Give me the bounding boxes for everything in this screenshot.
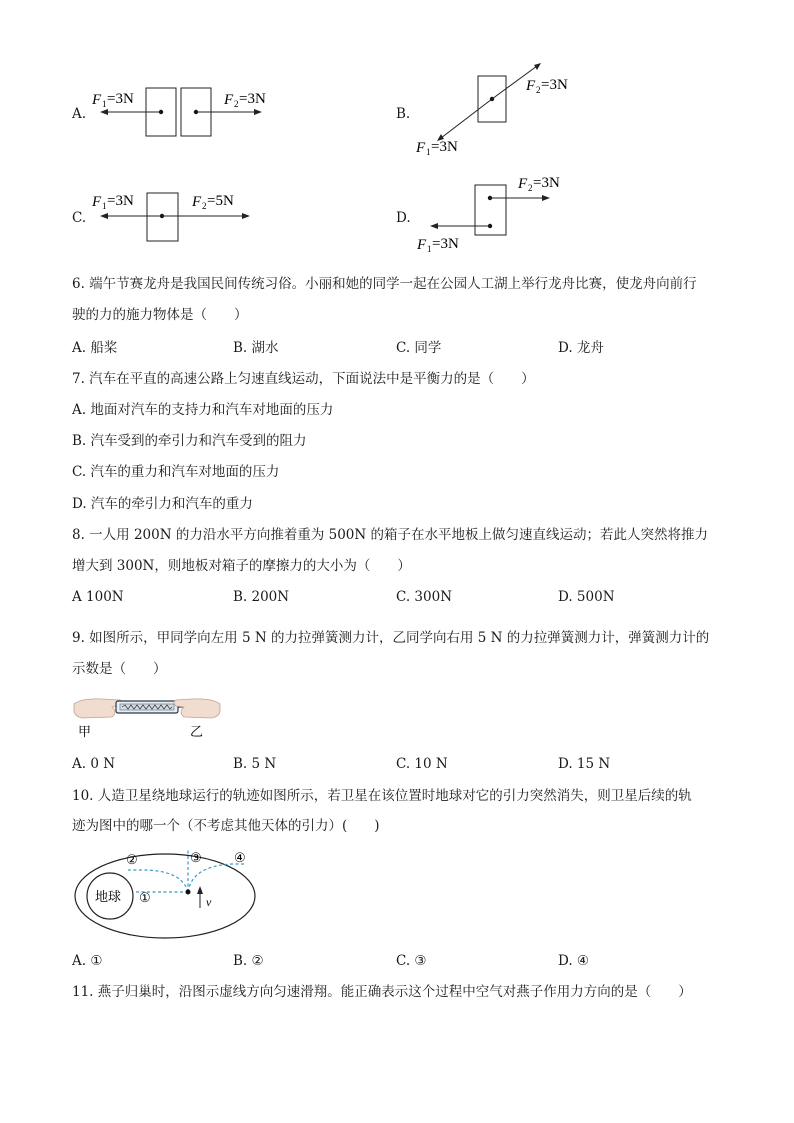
q8-option-d: D. 500N <box>558 589 615 605</box>
velocity-label: v <box>206 895 212 909</box>
spring-scale-figure <box>72 690 222 742</box>
q6-stem-line2: 驶的力的施力物体是（ ） <box>72 307 248 323</box>
q9-stem-line1: 9. 如图所示，甲同学向左用 5 N 的力拉弹簧测力计，乙同学向右用 5 N 的力拉弹簧测力计，弹簧测力计的 <box>72 630 710 646</box>
q8-stem-line1: 8. 一人用 200N 的力沿水平方向推着重为 500N 的箱子在水平地板上做匀速直线运动；若此人突然将推力 <box>72 527 708 543</box>
q5c-f1-sub: 1 <box>102 201 107 211</box>
q11-stem: 11. 燕子归巢时，沿图示虚线方向匀速滑翔。能正确表示这个过程中空气对燕子作用力方向的是（ ） <box>72 984 692 1000</box>
q10-stem-line2: 迹为图中的哪一个（不考虑其他天体的引力）( ) <box>72 818 380 834</box>
q5-option-b-label: B. <box>396 106 411 122</box>
q10-option-d: D. ④ <box>558 953 590 969</box>
q5d-f2-sub: 2 <box>528 183 533 193</box>
q5-option-c-label: C. <box>72 210 87 226</box>
path-4-label: ④ <box>234 850 246 865</box>
q10-stem-line1: 10. 人造卫星绕地球运行的轨迹如图所示，若卫星在该位置时地球对它的引力突然消失，则卫星后续的轨 <box>72 788 692 804</box>
q6-option-d: D. 龙舟 <box>558 340 604 356</box>
q5a-f1-value: =3N <box>107 91 134 107</box>
q9-option-c: C. 10 N <box>396 756 448 772</box>
q5a-f1-sub: 1 <box>102 99 107 109</box>
q6-stem-line1: 6. 端午节赛龙舟是我国民间传统习俗。小丽和她的同学一起在公园人工湖上举行龙舟比赛，使龙舟向前行 <box>72 276 697 292</box>
q5b-f2-value: =3N <box>541 77 568 93</box>
q5-option-a-label: A. <box>72 106 87 122</box>
q6-option-c: C. 同学 <box>396 340 442 356</box>
q5-diagram-a <box>86 80 286 146</box>
q7-option-c: C. 汽车的重力和汽车对地面的压力 <box>72 464 280 480</box>
q8-option-c: C. 300N <box>396 589 453 605</box>
q7-option-d: D. 汽车的牵引力和汽车的重力 <box>72 496 253 512</box>
q7-option-a: A. 地面对汽车的支持力和汽车对地面的压力 <box>72 402 334 418</box>
q5d-f2-symbol: F <box>518 176 528 192</box>
q5c-f2-value: =5N <box>207 193 234 209</box>
earth-label: 地球 <box>95 889 122 904</box>
q9-option-d: D. 15 N <box>558 756 611 772</box>
q5d-f1-symbol: F <box>417 237 427 253</box>
q9-stem-line2: 示数是（ ） <box>72 661 167 677</box>
q5d-f1-value: =3N <box>432 236 459 252</box>
q5-option-d-label: D. <box>396 210 411 226</box>
q5c-f2-symbol: F <box>192 194 202 210</box>
path-3-label: ③ <box>190 850 202 865</box>
person-jia-label: 甲 <box>78 724 92 739</box>
q5-diagram-c <box>86 186 266 248</box>
q7-option-b: B. 汽车受到的牵引力和汽车受到的阻力 <box>72 433 307 449</box>
q5c-f2-sub: 2 <box>202 201 207 211</box>
q5b-f2-symbol: F <box>526 78 536 94</box>
q10-option-c: C. ③ <box>396 953 427 969</box>
q5d-f1-sub: 1 <box>427 244 432 254</box>
q5b-f1-value: =3N <box>431 139 458 155</box>
q7-stem: 7. 汽车在平直的高速公路上匀速直线运动，下面说法中是平衡力的是（ ） <box>72 371 535 387</box>
q8-stem-line2: 增大到 300N，则地板对箱子的摩擦力的大小为（ ） <box>72 558 411 574</box>
q5b-f1-sub: 1 <box>426 147 431 157</box>
q9-option-b: B. 5 N <box>233 756 277 772</box>
satellite-orbit-figure <box>70 842 270 942</box>
q6-option-b: B. 湖水 <box>233 340 279 356</box>
q5c-f1-symbol: F <box>92 194 102 210</box>
q5-diagram-b <box>410 60 590 160</box>
q10-option-a: A. ① <box>72 953 103 969</box>
path-2-label: ② <box>126 852 138 867</box>
path-1-label: ① <box>139 890 151 905</box>
q5a-f2-symbol: F <box>224 92 234 108</box>
q5a-f2-sub: 2 <box>234 99 239 109</box>
q5d-f2-value: =3N <box>533 175 560 191</box>
q5a-f1-symbol: F <box>92 92 102 108</box>
q6-option-a: A. 船桨 <box>72 340 118 356</box>
q5a-f2-value: =3N <box>239 91 266 107</box>
person-yi-label: 乙 <box>190 724 204 739</box>
q8-option-a: A 100N <box>72 589 124 605</box>
q9-option-a: A. 0 N <box>72 756 116 772</box>
q5-diagram-d <box>410 168 580 256</box>
q8-option-b: B. 200N <box>233 589 290 605</box>
q5c-f1-value: =3N <box>107 193 134 209</box>
q10-option-b: B. ② <box>233 953 264 969</box>
q5b-f2-sub: 2 <box>536 85 541 95</box>
q5b-f1-symbol: F <box>416 140 426 156</box>
